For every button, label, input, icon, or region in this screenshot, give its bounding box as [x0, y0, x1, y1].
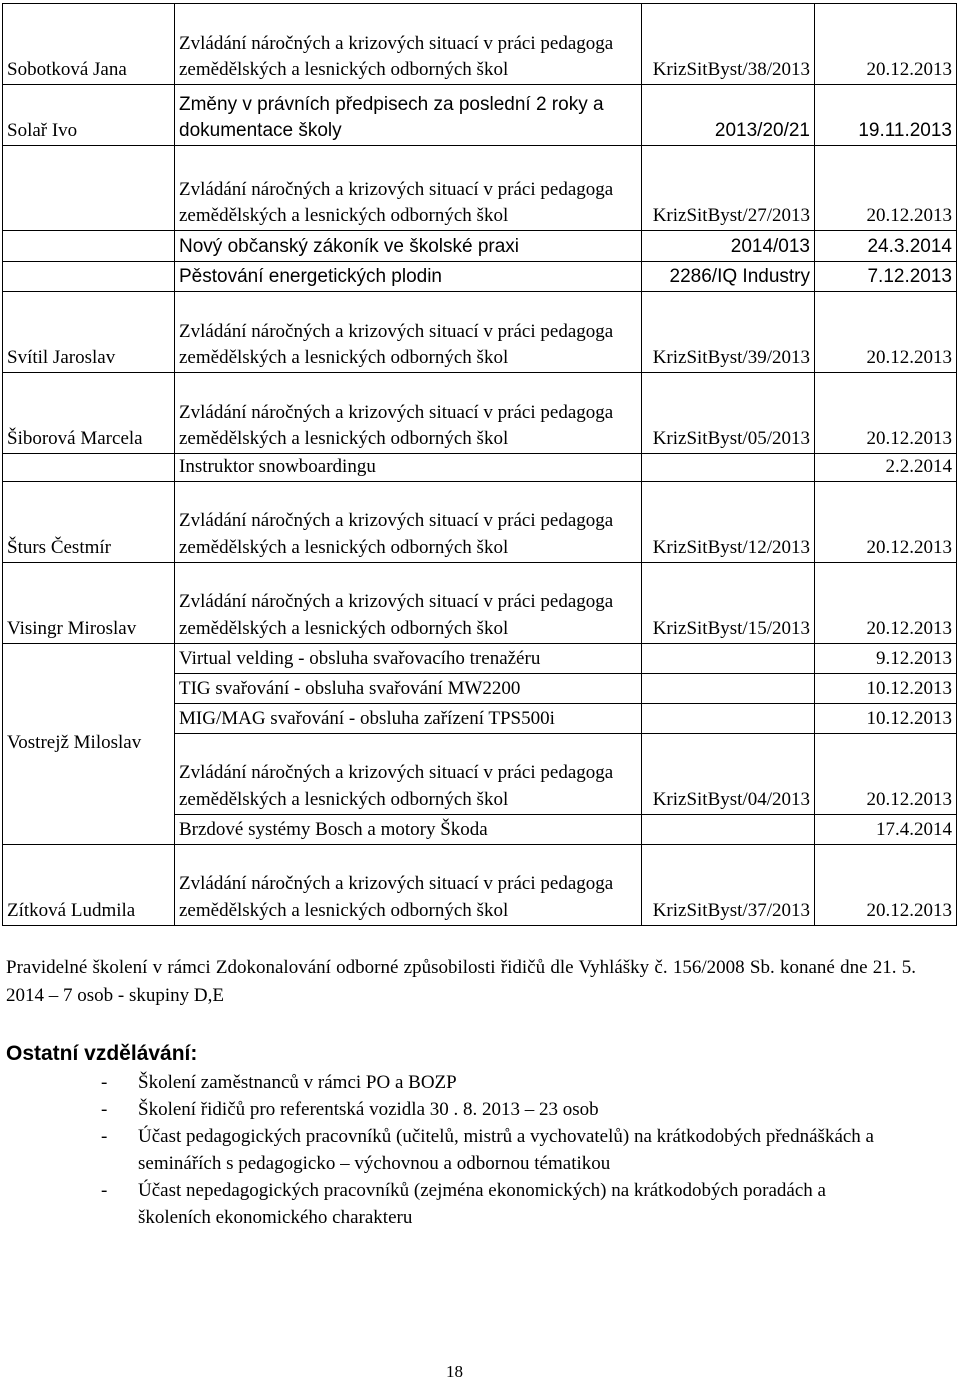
table-row — [3, 454, 957, 482]
course-date: 20.12.2013 — [815, 481, 957, 562]
course-date: 10.12.2013 — [815, 673, 957, 703]
course-code: 2286/IQ Industry — [642, 262, 815, 292]
table-row — [3, 146, 957, 231]
table-row — [3, 262, 957, 292]
course-title: Zvládání náročných a krizových situací v práci pedagoga zemědělských a lesnických odborných škol — [175, 844, 642, 925]
employee-name — [3, 231, 175, 262]
course-code — [642, 454, 815, 482]
table-row — [3, 4, 957, 85]
course-code: KrizSitByst/38/2013 — [642, 4, 815, 85]
course-date: 20.12.2013 — [815, 146, 957, 231]
course-title: MIG/MAG svařování - obsluha zařízení TPS500i — [175, 703, 642, 733]
course-code: 2014/013 — [642, 231, 815, 262]
course-date: 19.11.2013 — [815, 85, 957, 146]
course-title: Pěstování energetických plodin — [175, 262, 642, 292]
table-row — [3, 85, 957, 146]
employee-name: Solař Ivo — [3, 85, 175, 146]
course-title: TIG svařování - obsluha svařování MW2200 — [175, 673, 642, 703]
list-item: - Účast nepedagogických pracovníků (zejména ekonomických) na krátkodobých poradách a školeních ekonomického charakteru — [0, 1177, 900, 1231]
course-code — [642, 673, 815, 703]
course-date: 20.12.2013 — [815, 292, 957, 373]
course-date: 20.12.2013 — [815, 562, 957, 643]
course-date: 9.12.2013 — [815, 643, 957, 673]
course-code: KrizSitByst/27/2013 — [642, 146, 815, 231]
course-date: 20.12.2013 — [815, 733, 957, 814]
course-title: Zvládání náročných a krizových situací v práci pedagoga zemědělských a lesnických odborných škol — [175, 562, 642, 643]
employee-name — [3, 262, 175, 292]
course-code: KrizSitByst/39/2013 — [642, 292, 815, 373]
course-code — [642, 814, 815, 844]
list-item: - Účast pedagogických pracovníků (učitelů, mistrů a vychovatelů) na krátkodobých přednáškách a seminářích s pedagogicko – výchovnou a odbornou tématikou — [0, 1123, 900, 1177]
employee-name: Svítil Jaroslav — [3, 292, 175, 373]
list-item: - Školení zaměstnanců v rámci PO a BOZP — [0, 1069, 900, 1096]
other-education-heading: Ostatní vzdělávání: — [6, 1042, 198, 1065]
course-title: Zvládání náročných a krizových situací v práci pedagoga zemědělských a lesnických odborných škol — [175, 292, 642, 373]
employee-name: Sobotková Jana — [3, 4, 175, 85]
employee-name — [3, 454, 175, 482]
employee-name: Visingr Miroslav — [3, 562, 175, 643]
course-code — [642, 643, 815, 673]
employee-name — [3, 146, 175, 231]
table-row — [3, 373, 957, 454]
employee-name: Šturs Čestmír — [3, 481, 175, 562]
course-title: Nový občanský zákoník ve školské praxi — [175, 231, 642, 262]
course-code: KrizSitByst/12/2013 — [642, 481, 815, 562]
course-title: Zvládání náročných a krizových situací v práci pedagoga zemědělských a lesnických odborných škol — [175, 373, 642, 454]
course-title: Zvládání náročných a krizových situací v práci pedagoga zemědělských a lesnických odborných škol — [175, 146, 642, 231]
employee-name: Vostrejž Miloslav — [3, 643, 175, 844]
course-title: Změny v právních předpisech za poslední 2 roky a dokumentace školy — [175, 85, 642, 146]
table-row — [3, 562, 957, 643]
employee-name: Šiborová Marcela — [3, 373, 175, 454]
table-row — [3, 481, 957, 562]
course-title: Zvládání náročných a krizových situací v práci pedagoga zemědělských a lesnických odborných škol — [175, 481, 642, 562]
table-row — [3, 643, 957, 673]
course-date: 2.2.2014 — [815, 454, 957, 482]
course-code — [642, 703, 815, 733]
course-date: 20.12.2013 — [815, 4, 957, 85]
course-code: KrizSitByst/37/2013 — [642, 844, 815, 925]
course-date: 24.3.2014 — [815, 231, 957, 262]
course-title: Instruktor snowboardingu — [175, 454, 642, 482]
course-code: KrizSitByst/05/2013 — [642, 373, 815, 454]
training-table — [2, 3, 957, 926]
course-date: 7.12.2013 — [815, 262, 957, 292]
other-education-list — [0, 1069, 900, 1231]
list-item: - Školení řidičů pro referentská vozidla 30 . 8. 2013 – 23 osob — [0, 1096, 900, 1123]
course-date: 20.12.2013 — [815, 844, 957, 925]
table-row — [3, 844, 957, 925]
course-title: Zvládání náročných a krizových situací v práci pedagoga zemědělských a lesnických odborných škol — [175, 733, 642, 814]
table-row — [3, 292, 957, 373]
course-title: Zvládání náročných a krizových situací v práci pedagoga zemědělských a lesnických odborných škol — [175, 4, 642, 85]
driver-training-note: Pravidelné školení v rámci Zdokonalování odborné způsobilosti řidičů dle Vyhlášky č. 156/2008 Sb. konané dne 21. 5. 2014 – 7 osob - skupiny D,E — [6, 957, 916, 1006]
course-date: 10.12.2013 — [815, 703, 957, 733]
course-date: 20.12.2013 — [815, 373, 957, 454]
course-code: KrizSitByst/04/2013 — [642, 733, 815, 814]
course-date: 17.4.2014 — [815, 814, 957, 844]
page-number: 18 — [446, 1362, 463, 1381]
table-row — [3, 231, 957, 262]
course-title: Virtual velding - obsluha svařovacího trenažéru — [175, 643, 642, 673]
course-code: KrizSitByst/15/2013 — [642, 562, 815, 643]
course-title: Brzdové systémy Bosch a motory Škoda — [175, 814, 642, 844]
course-code: 2013/20/21 — [642, 85, 815, 146]
employee-name: Zítková Ludmila — [3, 844, 175, 925]
